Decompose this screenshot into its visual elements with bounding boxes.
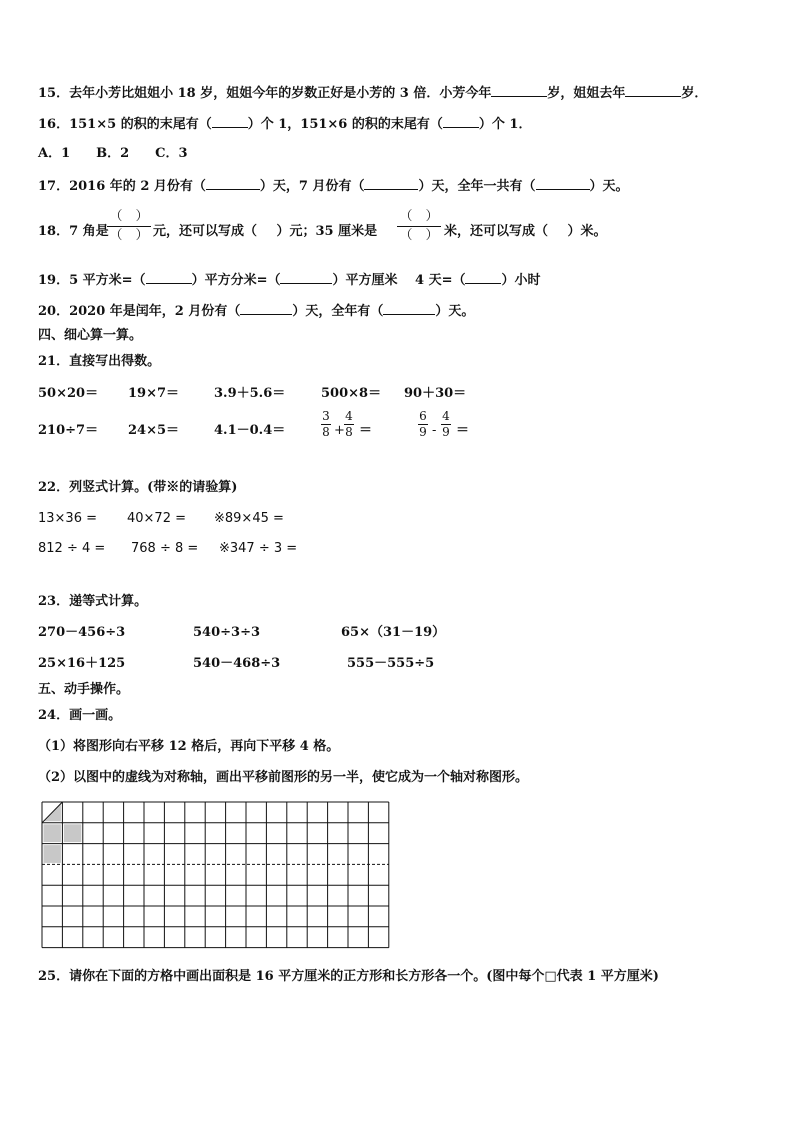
q18-text-b: 元，还可以写成（ bbox=[153, 224, 258, 239]
q20-text-a: 20．2020 年是闰年，2 月份有（ bbox=[38, 304, 241, 319]
q22-r1-c3: ※89×45 = bbox=[214, 511, 284, 526]
q15-end: 岁． bbox=[681, 86, 708, 101]
q23-r2-c1: 25×16＋125 bbox=[38, 656, 126, 671]
q24-part-2: （2）以图中的虚线为对称轴，画出平移前图形的另一半，使它成为一个轴对称图形。 bbox=[38, 770, 529, 785]
q16-end: ）个 1． bbox=[478, 117, 532, 132]
q21-title: 21．直接写出得数。 bbox=[38, 354, 161, 369]
q23-r2-c2: 540－468÷3 bbox=[193, 656, 281, 671]
q18-f1-num-open: （ bbox=[109, 209, 123, 224]
question-20 bbox=[38, 302, 474, 320]
shaded-cell bbox=[64, 824, 81, 842]
q21-r2-c2: 24×5＝ bbox=[128, 423, 180, 438]
q18-f1-den-open: （ bbox=[109, 228, 123, 243]
q22-title: 22．列竖式计算。(带※的请验算) bbox=[38, 480, 238, 495]
question-15 bbox=[38, 84, 707, 102]
q17-blank-2[interactable] bbox=[364, 177, 418, 190]
q21-frac1-op: + bbox=[334, 423, 345, 438]
q22-r1-c2: 40×72 = bbox=[127, 511, 187, 526]
q16-blank-1[interactable] bbox=[212, 115, 248, 128]
q22-r2-c2: 768 ÷ 8 = bbox=[131, 541, 199, 556]
q21-frac2-a: 6 9 bbox=[419, 409, 427, 439]
q23-r2-c3: 555－555÷5 bbox=[347, 656, 435, 671]
q18-text-d: 米，还可以写成（ bbox=[444, 224, 549, 239]
q21-r1-c5: 90＋30＝ bbox=[404, 386, 467, 401]
q15-blank-2[interactable] bbox=[625, 84, 681, 97]
q18-fraction-1[interactable] bbox=[107, 208, 151, 245]
q22-r2-c3: ※347 ÷ 3 = bbox=[219, 541, 298, 556]
question-19 bbox=[38, 271, 540, 289]
q23-r1-c1: 270－456÷3 bbox=[38, 625, 126, 640]
q18-f2-den-open: （ bbox=[399, 228, 413, 243]
q18-f1-den-close: ） bbox=[135, 228, 149, 243]
q17-text-a: 17．2016 年的 2 月份有（ bbox=[38, 179, 206, 194]
question-17 bbox=[38, 177, 629, 195]
q19-text-d: ）小时 bbox=[501, 273, 541, 288]
q16-text: 16．151×5 的积的末尾有（ bbox=[38, 117, 212, 132]
q18-f1-num-close: ） bbox=[135, 209, 149, 224]
q20-text-c: ）天。 bbox=[435, 304, 475, 319]
q17-text-d: ）天。 bbox=[589, 179, 629, 194]
q17-blank-1[interactable] bbox=[206, 177, 260, 190]
q24-part-1: （1）将图形向右平移 12 格后，再向下平移 4 格。 bbox=[38, 739, 340, 754]
q18-fraction-2[interactable] bbox=[397, 208, 441, 245]
q23-title: 23．递等式计算。 bbox=[38, 594, 148, 609]
q18-f2-den-close: ） bbox=[425, 228, 439, 243]
q18-text-a: 18．7 角是 bbox=[38, 224, 109, 239]
q21-r2-c1: 210÷7＝ bbox=[38, 423, 99, 438]
q24-title: 24．画一画。 bbox=[38, 708, 122, 723]
section-4-heading: 四、细心算一算。 bbox=[38, 328, 143, 343]
q21-frac1-b: 4 8 bbox=[345, 409, 353, 439]
q20-text-b: ）天，全年有（ bbox=[292, 304, 384, 319]
shaded-cell bbox=[44, 845, 61, 863]
q19-text-a: 19．5 平方米=（ bbox=[38, 273, 146, 288]
q18-f2-num-close: ） bbox=[425, 209, 439, 224]
q18-text-bc bbox=[153, 224, 377, 240]
q19-blank-1[interactable] bbox=[146, 271, 192, 284]
q23-r1-c3: 65×（31－19） bbox=[341, 625, 446, 640]
q16-mid: ）个 1，151×6 的积的末尾有（ bbox=[247, 117, 443, 132]
q21-frac2-eq: ＝ bbox=[456, 423, 470, 438]
q21-frac1-a: 3 8 bbox=[322, 409, 330, 439]
q20-blank-2[interactable] bbox=[383, 302, 435, 315]
q16-options: A．1 B．2 C．3 bbox=[38, 146, 188, 161]
q21-r1-c3: 3.9＋5.6＝ bbox=[214, 386, 286, 401]
q17-text-c: ）天，全年一共有（ bbox=[418, 179, 536, 194]
question-16 bbox=[38, 115, 531, 133]
q25-text: 25．请你在下面的方格中画出面积是 16 平方厘米的正方形和长方形各一个。(图中每个□代表 1 平方厘米) bbox=[38, 969, 659, 984]
q22-r2-c1: 812 ÷ 4 = bbox=[38, 541, 106, 556]
q21-frac1-eq: ＝ bbox=[359, 423, 373, 438]
q16-blank-2[interactable] bbox=[443, 115, 479, 128]
q15-mid: 岁，姐姐去年 bbox=[547, 86, 626, 101]
drawing-grid[interactable] bbox=[41, 801, 391, 955]
q23-r1-c2: 540÷3÷3 bbox=[193, 625, 261, 640]
q19-blank-2[interactable] bbox=[280, 271, 332, 284]
q18-text-de bbox=[444, 224, 607, 240]
q19-text-c: ）平方厘米 4 天=（ bbox=[332, 273, 466, 288]
q15-blank-1[interactable] bbox=[491, 84, 547, 97]
q18-text-e: ）米。 bbox=[567, 224, 607, 239]
q17-text-b: ）天，7 月份有（ bbox=[259, 179, 365, 194]
q21-frac2-b: 4 9 bbox=[442, 409, 450, 439]
section-5-heading: 五、动手操作。 bbox=[38, 682, 130, 697]
q18-f2-num-open: （ bbox=[399, 209, 413, 224]
q15-text: 15．去年小芳比姐姐小 18 岁，姐姐今年的岁数正好是小芳的 3 倍．小芳今年 bbox=[38, 86, 492, 101]
q21-r2-c3: 4.1－0.4＝ bbox=[214, 423, 286, 438]
q17-blank-3[interactable] bbox=[536, 177, 590, 190]
q19-text-b: ）平方分米=（ bbox=[191, 273, 281, 288]
q21-r1-c4: 500×8＝ bbox=[321, 386, 382, 401]
q21-r1-c2: 19×7＝ bbox=[128, 386, 180, 401]
q21-frac2-op: - bbox=[432, 423, 437, 438]
shaded-cell bbox=[44, 824, 61, 842]
q18-text-c: ）元；35 厘米是 bbox=[276, 224, 378, 239]
q22-r1-c1: 13×36 = bbox=[38, 511, 98, 526]
q19-blank-3[interactable] bbox=[465, 271, 501, 284]
q20-blank-1[interactable] bbox=[240, 302, 292, 315]
q21-r1-c1: 50×20＝ bbox=[38, 386, 99, 401]
